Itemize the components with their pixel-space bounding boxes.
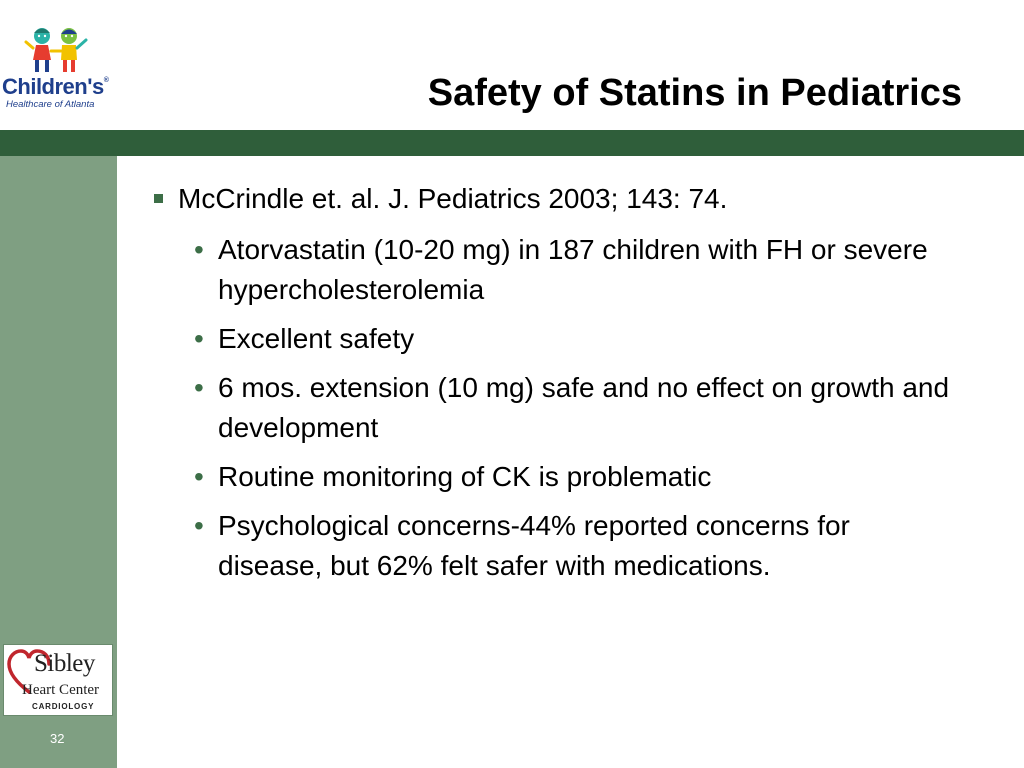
bullet-text: Routine monitoring of CK is problematic	[218, 461, 712, 492]
bullet-level2	[150, 457, 960, 497]
round-bullet-icon: •	[194, 323, 204, 354]
square-bullet-icon	[154, 194, 163, 203]
sibley-department: CARDIOLOGY	[32, 702, 95, 711]
bullet-level2	[150, 368, 960, 448]
round-bullet-icon: •	[194, 510, 204, 541]
round-bullet-icon: •	[194, 234, 204, 265]
slide-body	[150, 180, 960, 595]
bullet-level2	[150, 319, 960, 359]
bullet-text: Psychological concerns-44% reported concerns for disease, but 62% felt safer with medications.	[218, 510, 850, 581]
round-bullet-icon: •	[194, 461, 204, 492]
kids-figures-icon	[22, 24, 92, 76]
logo-wordmark: Children's®	[2, 74, 109, 99]
bullet-level2	[150, 506, 960, 586]
bullet-text: 6 mos. extension (10 mg) safe and no effect on growth and development	[218, 372, 950, 443]
page-number: 32	[50, 731, 65, 746]
sibley-heart-center: Heart Center	[22, 682, 100, 698]
slide-header	[0, 0, 1024, 130]
logo-subtitle: Healthcare of Atlanta	[6, 99, 95, 110]
bullet-text: McCrindle et. al. J. Pediatrics 2003; 143: 74.	[178, 183, 728, 214]
bullet-text: Atorvastatin (10-20 mg) in 187 children with FH or severe hypercholesterolemia	[218, 234, 928, 305]
bullet-level1	[150, 180, 960, 218]
round-bullet-icon: •	[194, 372, 204, 403]
bullet-level2	[150, 230, 960, 310]
childrens-healthcare-logo	[2, 24, 114, 116]
bullet-text: Excellent safety	[218, 323, 415, 354]
slide-title: Safety of Statins in Pediatrics	[427, 72, 962, 114]
sibley-heart-center-logo	[3, 644, 113, 716]
sibley-name: Sibley	[34, 650, 95, 677]
header-divider-bar	[0, 130, 1024, 156]
